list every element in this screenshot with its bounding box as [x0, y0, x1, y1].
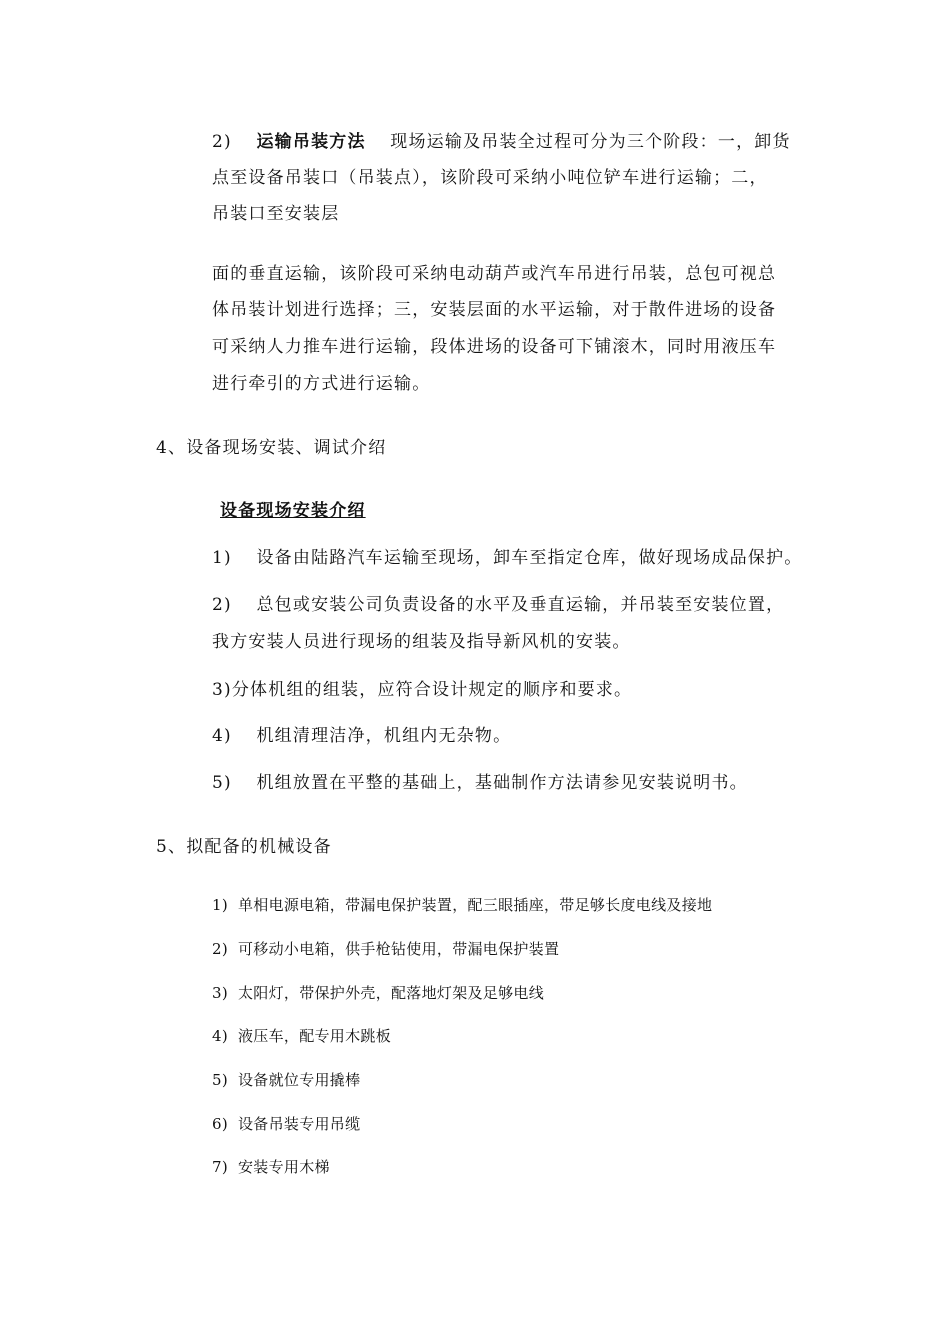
paragraph-line: 可采纳人力推车进行运输，段体进场的设备可下铺滚木，同时用液压车	[212, 337, 777, 357]
item-number: 2)	[212, 132, 232, 152]
item-number: 1)	[212, 896, 228, 914]
item-text: 单相电源电箱，带漏电保护装置，配三眼插座，带足够长度电线及接地	[238, 896, 713, 914]
section-title: 4、设备现场安装、调试介绍	[156, 438, 387, 458]
list-item	[212, 938, 559, 959]
item-number: 3)	[212, 984, 228, 1002]
item-text: 设备由陆路汽车运输至现场，卸车至指定仓库，做好现场成品保护。	[256, 548, 803, 568]
section-title: 5、拟配备的机械设备	[156, 837, 332, 857]
item-number: 2)	[212, 595, 232, 615]
paragraph-line: 面的垂直运输，该阶段可采纳电动葫芦或汽车吊进行吊装，总包可视总	[212, 264, 777, 284]
list-item	[212, 1069, 360, 1090]
item-number: 4)	[212, 1027, 228, 1045]
transport-item-line-1	[212, 127, 791, 152]
paragraph-line: 现场运输及吊装全过程可分为三个阶段：一，卸货	[390, 132, 791, 152]
paragraph-line: 点至设备吊装口（吊装点），该阶段可采纳小吨位铲车进行运输；二，	[212, 168, 768, 188]
item-text: 太阳灯，带保护外壳，配落地灯架及足够电线	[238, 984, 545, 1002]
paragraph-line: 吊装口至安装层	[212, 204, 340, 224]
paragraph-line: 进行牵引的方式进行运输。	[212, 374, 431, 394]
list-item	[212, 721, 511, 746]
item-text: 分体机组的组装，应符合设计规定的顺序和要求。	[231, 680, 633, 700]
list-item	[212, 982, 544, 1003]
item-number: 5)	[212, 773, 232, 793]
item-text: 设备就位专用撬棒	[238, 1071, 361, 1089]
list-item	[212, 894, 712, 915]
item-text: 液压车，配专用木跳板	[238, 1027, 392, 1045]
list-item	[212, 675, 632, 700]
item-number: 3)	[212, 680, 232, 700]
list-item	[212, 1025, 391, 1046]
list-item	[212, 768, 748, 793]
item-text: 安装专用木梯	[238, 1158, 330, 1176]
list-item	[212, 1113, 360, 1134]
item-number: 5)	[212, 1071, 228, 1089]
item-text: 总包或安装公司负责设备的水平及垂直运输，并吊装至安装位置，	[256, 595, 785, 615]
section-subtitle: 设备现场安装介绍	[220, 501, 366, 521]
list-item-continuation: 我方安装人员进行现场的组装及指导新风机的安装。	[212, 632, 631, 652]
item-text: 机组放置在平整的基础上，基础制作方法请参见安装说明书。	[256, 773, 748, 793]
item-number: 4)	[212, 726, 232, 746]
item-text: 可移动小电箱，供手枪钻使用，带漏电保护装置	[238, 940, 560, 958]
item-number: 7)	[212, 1158, 228, 1176]
list-item	[212, 1156, 330, 1177]
item-number: 6)	[212, 1115, 228, 1133]
item-number: 1)	[212, 548, 232, 568]
transport-heading: 运输吊装方法	[256, 132, 366, 152]
item-text: 机组清理洁净，机组内无杂物。	[256, 726, 512, 746]
list-item	[212, 590, 784, 615]
item-number: 2)	[212, 940, 228, 958]
paragraph-line: 体吊装计划进行选择；三，安装层面的水平运输，对于散件进场的设备	[212, 300, 777, 320]
item-text: 设备吊装专用吊缆	[238, 1115, 361, 1133]
list-item	[212, 543, 802, 568]
